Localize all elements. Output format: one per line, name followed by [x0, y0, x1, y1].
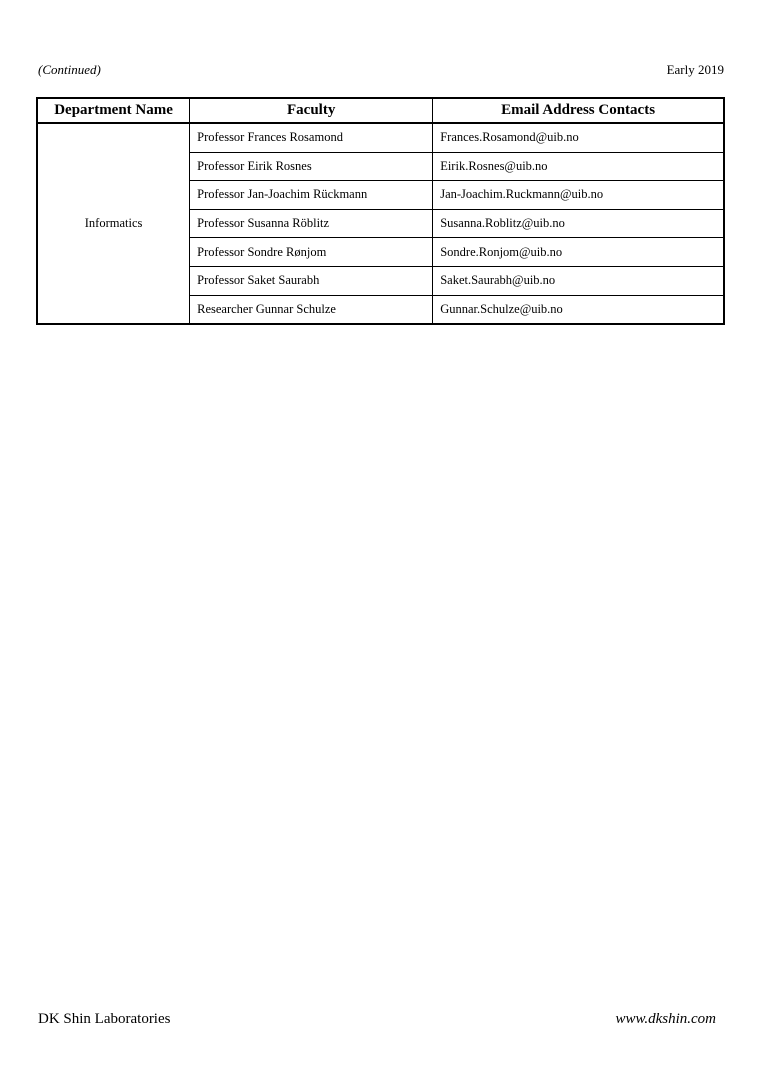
table-header-row: [37, 98, 724, 123]
email-cell: Frances.Rosamond@uib.no: [433, 123, 724, 152]
email-cell: Jan-Joachim.Ruckmann@uib.no: [433, 181, 724, 210]
faculty-cell: Professor Saket Saurabh: [190, 266, 433, 295]
faculty-cell: Professor Susanna Röblitz: [190, 209, 433, 238]
faculty-cell: Researcher Gunnar Schulze: [190, 295, 433, 324]
faculty-cell: Professor Frances Rosamond: [190, 123, 433, 152]
faculty-cell: Professor Eirik Rosnes: [190, 152, 433, 181]
column-header-department: Department Name: [37, 98, 190, 123]
email-cell: Sondre.Ronjom@uib.no: [433, 238, 724, 267]
email-cell: Susanna.Roblitz@uib.no: [433, 209, 724, 238]
date-label: Early 2019: [666, 62, 724, 77]
faculty-cell: Professor Jan-Joachim Rückmann: [190, 181, 433, 210]
continued-label: (Continued): [38, 62, 101, 77]
email-cell: Gunnar.Schulze@uib.no: [433, 295, 724, 324]
faculty-cell: Professor Sondre Rønjom: [190, 238, 433, 267]
faculty-contacts-table: [36, 97, 725, 325]
department-cell: Informatics: [37, 123, 190, 324]
email-cell: Saket.Saurabh@uib.no: [433, 266, 724, 295]
email-cell: Eirik.Rosnes@uib.no: [433, 152, 724, 181]
footer-organization: DK Shin Laboratories: [38, 1011, 171, 1027]
column-header-faculty: Faculty: [190, 98, 433, 123]
column-header-email: Email Address Contacts: [433, 98, 724, 123]
table-row: [37, 123, 724, 152]
footer-website: www.dkshin.com: [615, 1011, 716, 1027]
